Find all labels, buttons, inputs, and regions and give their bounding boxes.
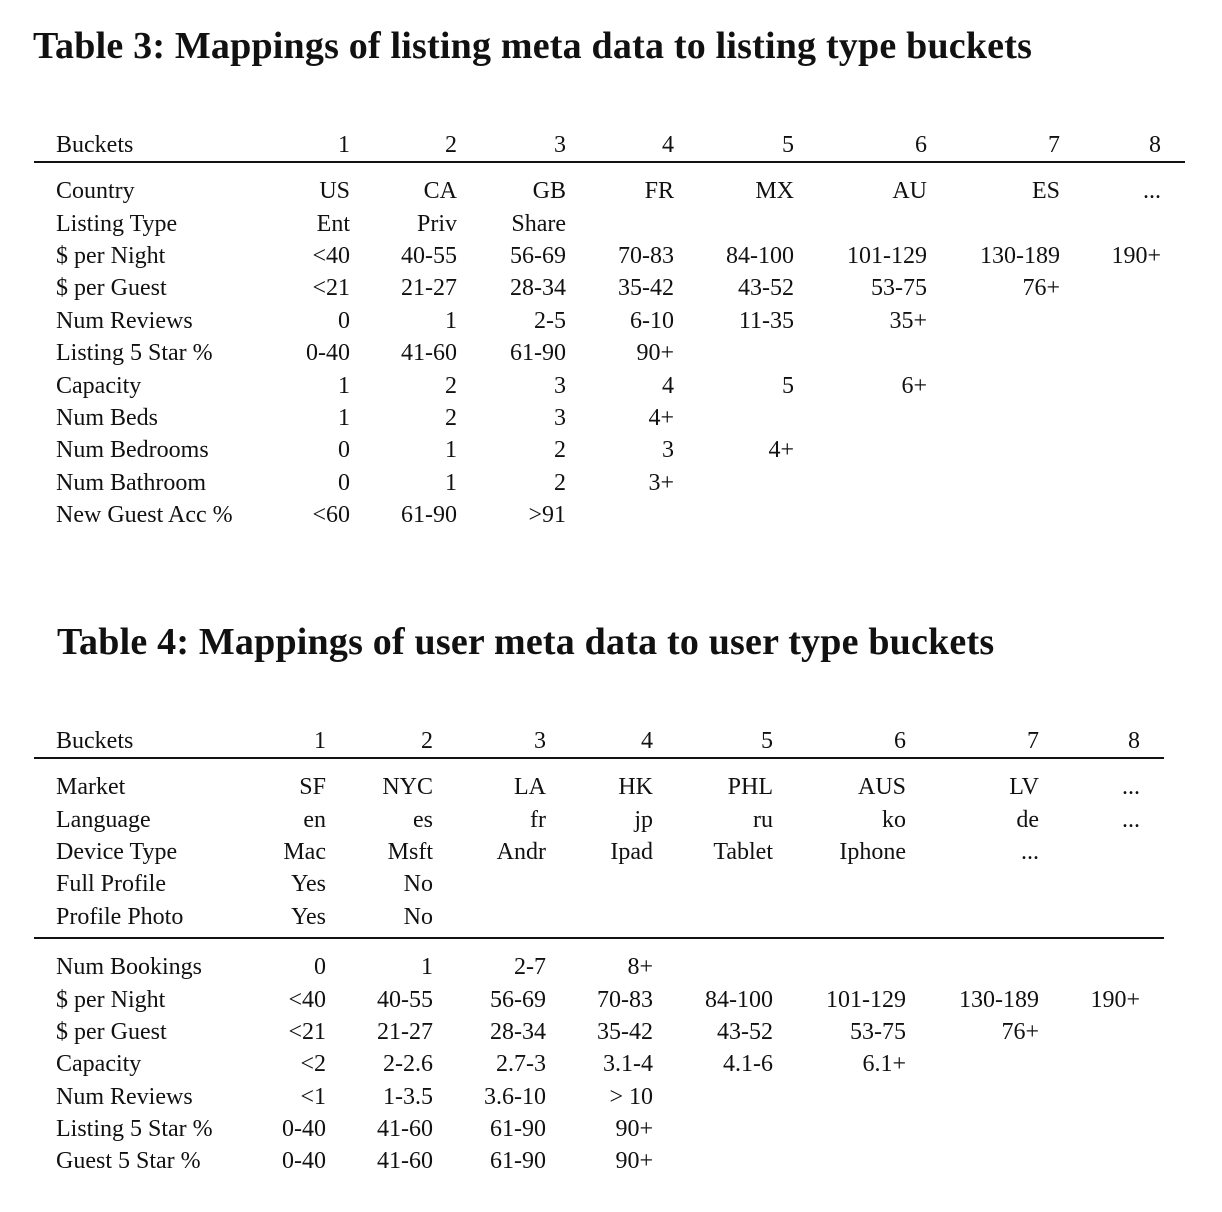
row-label: $ per Guest	[56, 1018, 167, 1045]
table-row	[34, 1113, 1164, 1145]
table-cell: Yes	[291, 871, 326, 898]
row-label: $ per Night	[56, 242, 166, 269]
row-label: Num Reviews	[56, 307, 193, 334]
table-cell	[546, 868, 653, 900]
table-cell	[927, 305, 1060, 337]
table-cell: 130-189	[959, 986, 1039, 1013]
table-cell: 61-90	[401, 502, 457, 529]
table-cell	[906, 1145, 1039, 1177]
table-cell: 21-27	[401, 275, 457, 302]
table-cell: 6+	[901, 372, 927, 399]
table-cell: 101-129	[826, 986, 906, 1013]
table-row	[34, 434, 1185, 466]
table-cell	[927, 499, 1060, 535]
table-cell	[674, 467, 794, 499]
table-cell	[927, 467, 1060, 499]
table-cell: 53-75	[850, 1018, 906, 1045]
table-row	[34, 467, 1185, 499]
header-label: Buckets	[56, 728, 134, 754]
table-row	[34, 369, 1185, 401]
table-cell: Iphone	[839, 838, 906, 865]
table-cell	[1039, 1048, 1164, 1080]
table-row	[34, 207, 1185, 239]
table-header-row	[34, 129, 1185, 162]
table-cell: Andr	[496, 838, 546, 865]
table-cell: 1	[445, 469, 457, 496]
table-cell: ES	[1031, 178, 1060, 205]
table-cell: <2	[300, 1051, 326, 1078]
bucket-header: 1	[314, 728, 326, 754]
table-cell: 61-90	[490, 1148, 546, 1175]
table-cell: AU	[892, 178, 927, 205]
bucket-header: 4	[662, 132, 674, 158]
table-cell: 1	[338, 404, 350, 431]
table-cell	[566, 499, 674, 535]
table-cell: Share	[511, 210, 566, 237]
table-cell: 41-60	[377, 1148, 433, 1175]
table-cell	[927, 434, 1060, 466]
table-cell: FR	[644, 178, 674, 205]
table-cell: 2	[445, 372, 457, 399]
table-row	[34, 402, 1185, 434]
table-cell: 4+	[768, 437, 794, 464]
table-cell	[674, 499, 794, 535]
table-cell	[546, 901, 653, 938]
table-cell: 3	[554, 372, 566, 399]
row-label: Capacity	[56, 1051, 142, 1078]
bucket-header: 7	[1048, 132, 1060, 158]
table-cell: 40-55	[401, 242, 457, 269]
table-cell: AUS	[857, 774, 906, 801]
table-cell: <40	[288, 986, 326, 1013]
bucket-header: 5	[782, 132, 794, 158]
table-cell: 190+	[1090, 986, 1140, 1013]
table-group	[34, 758, 1164, 938]
bucket-header: 4	[641, 728, 653, 754]
table-cell	[794, 402, 927, 434]
table-3	[34, 129, 1185, 535]
table-cell: 2-7	[514, 954, 546, 981]
header-label: Buckets	[56, 132, 134, 158]
table-cell: No	[403, 903, 433, 930]
table-cell: 90+	[615, 1148, 653, 1175]
table-cell	[1039, 1113, 1164, 1145]
table-row	[34, 1081, 1164, 1113]
bucket-header: 1	[338, 132, 350, 158]
table-cell	[906, 868, 1039, 900]
table-cell: 2	[445, 404, 457, 431]
table-cell: > 10	[609, 1083, 653, 1110]
table-cell: Tablet	[713, 838, 773, 865]
bucket-header: 7	[1027, 728, 1039, 754]
table-cell	[773, 1081, 906, 1113]
table-cell: SF	[299, 774, 326, 801]
table-cell	[1060, 305, 1185, 337]
table-cell	[906, 1048, 1039, 1080]
row-label: Num Beds	[56, 404, 158, 431]
table-row	[34, 803, 1164, 835]
table-cell: <1	[300, 1083, 326, 1110]
row-label: Profile Photo	[56, 903, 184, 930]
table-cell	[1060, 207, 1185, 239]
table-cell: ...	[1143, 178, 1161, 205]
table-cell: Ipad	[610, 838, 653, 865]
row-label: Country	[56, 178, 135, 205]
bucket-header: 2	[421, 728, 433, 754]
row-label: $ per Guest	[56, 275, 167, 302]
row-label: Full Profile	[56, 871, 167, 898]
table-cell	[653, 1081, 773, 1113]
row-label: Capacity	[56, 372, 142, 399]
table-cell: 84-100	[726, 242, 794, 269]
table-cell: 3.6-10	[484, 1083, 546, 1110]
table-cell: Yes	[291, 903, 326, 930]
table-cell: 0-40	[306, 340, 350, 367]
table-cell: 190+	[1111, 242, 1161, 269]
table-4-caption: Table 4: Mappings of user meta data to user type buckets	[57, 621, 995, 663]
table-cell: 76+	[1022, 275, 1060, 302]
table-cell: Priv	[416, 210, 457, 237]
table-cell	[794, 499, 927, 535]
table-cell: 35-42	[597, 1018, 653, 1045]
table-cell: fr	[530, 806, 546, 833]
table-cell: CA	[423, 178, 457, 205]
table-cell: 3	[554, 404, 566, 431]
table-cell	[794, 207, 927, 239]
table-row	[34, 938, 1164, 983]
bucket-header: 8	[1149, 132, 1161, 158]
table-cell: 35+	[889, 307, 927, 334]
bucket-header: 5	[761, 728, 773, 754]
row-label: Num Bathroom	[56, 469, 206, 496]
table-cell	[1060, 337, 1185, 369]
table-cell: de	[1016, 806, 1039, 833]
table-cell	[794, 337, 927, 369]
table-cell: en	[303, 806, 326, 833]
table-cell: 0-40	[282, 1148, 326, 1175]
table-row	[34, 983, 1164, 1015]
row-label: Language	[56, 806, 151, 833]
table-cell: 61-90	[510, 340, 566, 367]
table-row	[34, 1048, 1164, 1080]
table-cell: 84-100	[705, 986, 773, 1013]
table-cell: es	[413, 806, 433, 833]
table-cell: 6-10	[630, 307, 674, 334]
table-cell: No	[403, 871, 433, 898]
bucket-header: 3	[554, 132, 566, 158]
table-cell: 2	[554, 469, 566, 496]
table-cell: 3.1-4	[603, 1051, 653, 1078]
table-cell	[794, 467, 927, 499]
table-cell	[1060, 434, 1185, 466]
table-cell	[773, 1113, 906, 1145]
table-cell: 35-42	[618, 275, 674, 302]
table-row	[34, 337, 1185, 369]
table-cell	[674, 402, 794, 434]
table-cell: Msft	[387, 838, 433, 865]
table-cell: 41-60	[377, 1116, 433, 1143]
table-cell: 3+	[648, 469, 674, 496]
table-cell: 56-69	[490, 986, 546, 1013]
table-cell: ...	[1122, 774, 1140, 801]
table-cell	[1039, 1145, 1164, 1177]
table-cell: <40	[312, 242, 350, 269]
table-group	[34, 938, 1164, 1178]
table-cell	[433, 901, 546, 938]
bucket-header: 6	[915, 132, 927, 158]
table-cell: 4.1-6	[723, 1051, 773, 1078]
row-label: Listing Type	[56, 210, 178, 237]
table-cell: NYC	[382, 774, 433, 801]
table-cell: ...	[1122, 806, 1140, 833]
table-cell	[773, 1145, 906, 1177]
table-cell: 90+	[636, 340, 674, 367]
row-label: Listing 5 Star %	[56, 1116, 213, 1143]
table-cell: <21	[288, 1018, 326, 1045]
table-row	[34, 1016, 1164, 1048]
table-cell: LV	[1009, 774, 1039, 801]
table-cell	[1039, 901, 1164, 938]
table-cell	[906, 1081, 1039, 1113]
table-group	[34, 162, 1185, 535]
table-cell: 2	[554, 437, 566, 464]
table-cell	[773, 868, 906, 900]
row-label: Guest 5 Star %	[56, 1148, 201, 1175]
table-cell: Ent	[316, 210, 350, 237]
bucket-header: 3	[534, 728, 546, 754]
table-3-caption: Table 3: Mappings of listing meta data to listing type buckets	[33, 25, 1033, 67]
table-cell	[906, 1113, 1039, 1145]
table-cell: 0	[314, 954, 326, 981]
table-cell	[653, 901, 773, 938]
table-cell	[906, 901, 1039, 938]
row-label: Listing 5 Star %	[56, 340, 213, 367]
table-row	[34, 758, 1164, 803]
table-cell	[1060, 499, 1185, 535]
row-label: Market	[56, 774, 126, 801]
table-cell	[1039, 1081, 1164, 1113]
table-cell	[1039, 938, 1164, 983]
table-cell: 130-189	[980, 242, 1060, 269]
table-cell: 2-2.6	[383, 1051, 433, 1078]
table-4	[34, 725, 1164, 1178]
table-cell: 1	[445, 437, 457, 464]
row-label: Device Type	[56, 838, 178, 865]
table-cell	[674, 337, 794, 369]
table-cell: ...	[1021, 838, 1039, 865]
table-cell: 41-60	[401, 340, 457, 367]
table-cell: 1	[338, 372, 350, 399]
table-cell: 6.1+	[862, 1051, 906, 1078]
table-cell	[927, 337, 1060, 369]
table-cell: 2-5	[534, 307, 566, 334]
table-cell: GB	[532, 178, 566, 205]
table-cell: 101-129	[847, 242, 927, 269]
table-cell	[773, 901, 906, 938]
table-cell: 40-55	[377, 986, 433, 1013]
table-cell: 4	[662, 372, 674, 399]
table-cell	[653, 868, 773, 900]
table-row	[34, 901, 1164, 938]
table-cell: 56-69	[510, 242, 566, 269]
table-cell	[433, 868, 546, 900]
table-row	[34, 836, 1164, 868]
table-cell: 28-34	[510, 275, 566, 302]
table-cell: 8+	[627, 954, 653, 981]
row-label: Num Bookings	[56, 954, 203, 981]
table-cell	[1060, 402, 1185, 434]
table-cell: MX	[755, 178, 794, 205]
table-cell	[1060, 369, 1185, 401]
table-cell	[674, 207, 794, 239]
row-label: New Guest Acc %	[56, 502, 233, 529]
table-cell	[773, 938, 906, 983]
table-cell: 70-83	[597, 986, 653, 1013]
table-cell: 61-90	[490, 1116, 546, 1143]
table-cell	[906, 938, 1039, 983]
table-cell: LA	[514, 774, 546, 801]
row-label: $ per Night	[56, 986, 166, 1013]
table-cell: 11-35	[738, 307, 794, 334]
row-label: Num Bedrooms	[56, 437, 209, 464]
table-cell: 5	[782, 372, 794, 399]
table-cell: 43-52	[738, 275, 794, 302]
table-cell	[566, 207, 674, 239]
table-cell: ru	[753, 806, 773, 833]
table-cell	[794, 434, 927, 466]
table-row	[34, 272, 1185, 304]
table-cell	[653, 938, 773, 983]
table-row	[34, 162, 1185, 207]
table-cell: 0-40	[282, 1116, 326, 1143]
row-label: Num Reviews	[56, 1083, 193, 1110]
table-cell: 0	[338, 469, 350, 496]
table-cell: 70-83	[618, 242, 674, 269]
table-row	[34, 868, 1164, 900]
table-cell: 1	[445, 307, 457, 334]
table-cell	[1039, 1016, 1164, 1048]
table-cell: 53-75	[871, 275, 927, 302]
table-cell: 3	[662, 437, 674, 464]
table-cell	[1060, 467, 1185, 499]
table-row	[34, 499, 1185, 535]
table-cell: US	[319, 178, 350, 205]
table-cell: 43-52	[717, 1018, 773, 1045]
table-cell	[653, 1145, 773, 1177]
table-cell	[927, 402, 1060, 434]
table-cell: 2.7-3	[496, 1051, 546, 1078]
table-cell: 4+	[648, 404, 674, 431]
table-header-row	[34, 725, 1164, 758]
table-row	[34, 305, 1185, 337]
table-row	[34, 240, 1185, 272]
table-cell	[927, 207, 1060, 239]
table-row	[34, 1145, 1164, 1177]
table-cell	[1060, 272, 1185, 304]
table-cell: Mac	[283, 838, 326, 865]
table-cell	[1039, 836, 1164, 868]
table-cell: 28-34	[490, 1018, 546, 1045]
table-cell: 1-3.5	[383, 1083, 433, 1110]
table-cell: jp	[634, 806, 653, 833]
table-cell: 0	[338, 437, 350, 464]
table-cell	[653, 1113, 773, 1145]
table-cell: 0	[338, 307, 350, 334]
table-cell: HK	[618, 774, 653, 801]
table-cell: 1	[421, 954, 433, 981]
table-cell: >91	[528, 502, 566, 529]
table-cell: 90+	[615, 1116, 653, 1143]
bucket-header: 6	[894, 728, 906, 754]
table-cell	[927, 369, 1060, 401]
bucket-header: 2	[445, 132, 457, 158]
table-cell	[1039, 868, 1164, 900]
table-cell: 21-27	[377, 1018, 433, 1045]
bucket-header: 8	[1128, 728, 1140, 754]
table-cell: 76+	[1001, 1018, 1039, 1045]
table-cell: <60	[312, 502, 350, 529]
table-cell: PHL	[727, 774, 773, 801]
table-cell: ko	[882, 806, 906, 833]
table-cell: <21	[312, 275, 350, 302]
